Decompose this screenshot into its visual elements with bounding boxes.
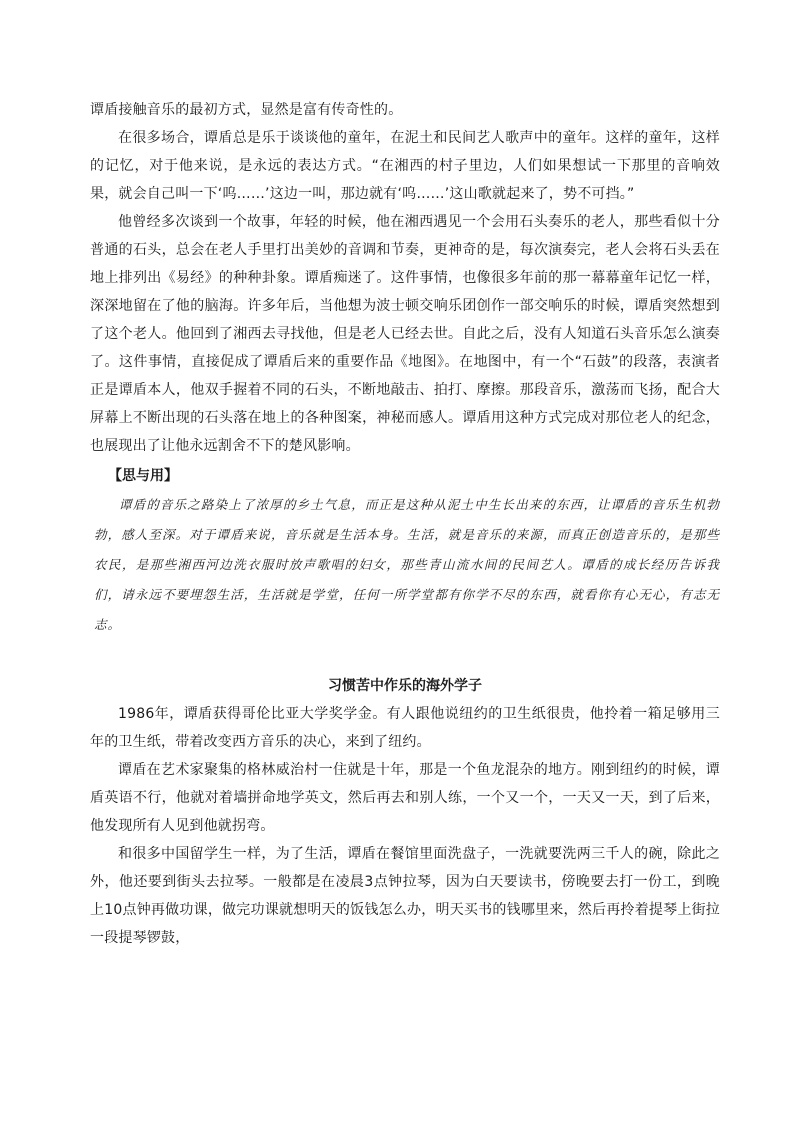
paragraph-intro: 谭盾接触音乐的最初方式，显然是富有传奇性的。	[90, 102, 403, 118]
paragraph-work: 和很多中国留学生一样，为了生活，谭盾在餐馆里面洗盘子，一洗就要洗两三千人的碗，除此之外，他还要到街头去拉琴。一般都是在凌晨3点钟拉琴，因为白天要读书，傍晚要去打一份工，到晚上10点钟再做功课，做完功课就想明天的饭钱怎么办，明天买书的钱哪里来，然后再拎着提琴上街拉一段提琴锣鼓，	[90, 846, 720, 946]
document-page	[90, 96, 720, 952]
paragraph-childhood: 在很多场合，谭盾总是乐于谈谈他的童年，在泥土和民间艺人歌声中的童年。这样的童年，这样的记忆，对于他来说，是永远的表达方式。“在湘西的村子里边，人们如果想试一下那里的音响效果，就会自己叫一下‘呜……’这边一叫，那边就有‘呜……’这山歌就起来了，势不可挡。”	[90, 130, 720, 202]
reflection-text: 谭盾的音乐之路染上了浓厚的乡土气息，而正是这种从泥土中生长出来的东西，让谭盾的音乐生机勃勃，感人至深。对于谭盾来说，音乐就是生活本身。生活，就是音乐的来源，而真正创造音乐的，是那些农民，是那些湘西河边洗衣服时放声歌唱的妇女，那些青山流水间的民间艺人。谭盾的成长经历告诉我们，请永远不要埋怨生活，生活就是学堂，任何一所学堂都有你学不尽的东西，就看你有心无心，有志无志。	[94, 497, 720, 632]
paragraph-columbia: 1986年，谭盾获得哥伦比亚大学奖学金。有人跟他说纽约的卫生纸很贵，他拎着一箱足够用三年的卫生纸，带着改变西方音乐的决心，来到了纽约。	[90, 706, 720, 750]
section-title: 习惯苦中作乐的海外学子	[328, 678, 482, 694]
paragraph-stone-music: 他曾经多次谈到一个故事，年轻的时候，他在湘西遇见一个会用石头奏乐的老人，那些看似十分普通的石头，总会在老人手里打出美妙的音调和节奏，更神奇的是，每次演奏完，老人会将石头丢在地上排列出《易经》的种种卦象。谭盾痴迷了。这件事情，也像很多年前的那一幕幕童年记忆一样，深深地留在了他的脑海。许多年后，当他想为波士顿交响乐团创作一部交响乐的时候，谭盾突然想到了这个老人。他回到了湘西去寻找他，但是老人已经去世。自此之后，没有人知道石头音乐怎么演奏了。这件事情，直接促成了谭盾后来的重要作品《地图》。在地图中，有一个“石鼓”的段落，表演者正是谭盾本人，他双手握着不同的石头，不断地敲击、拍打、摩擦。那段音乐，激荡而飞扬，配合大屏幕上不断出现的石头落在地上的各种图案，神秘而感人。谭盾用这种方式完成对那位老人的纪念，也展现出了让他永远割舍不下的楚风影响。	[90, 214, 720, 454]
paragraph-greenwich: 谭盾在艺术家聚集的格林威治村一住就是十年，那是一个鱼龙混杂的地方。刚到纽约的时候，谭盾英语不行，他就对着墙拼命地学英文，然后再去和别人练，一个又一个，一天又一天，到了后来，他发现所有人见到他就拐弯。	[90, 762, 720, 834]
reflection-label: 【思与用】	[108, 468, 178, 484]
